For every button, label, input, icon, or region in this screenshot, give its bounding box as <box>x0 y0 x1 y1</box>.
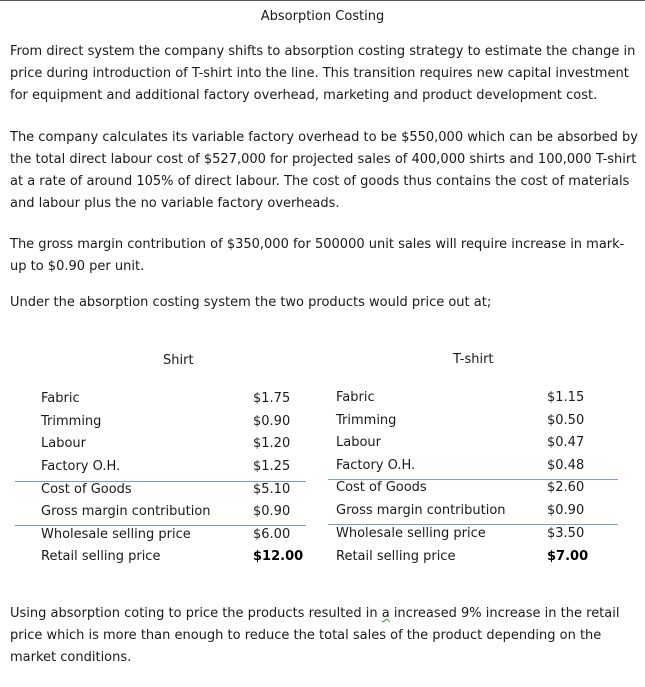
shirt-total-rule <box>15 525 306 526</box>
tshirt-labour-label: Labour <box>336 435 381 450</box>
shirt-trimming-label: Trimming <box>41 414 102 429</box>
shirt-gross-margin-value: $0.90 <box>253 504 291 519</box>
tshirt-wholesale-value: $3.50 <box>547 526 585 541</box>
tshirt-labour-value: $0.47 <box>547 435 585 450</box>
shirt-trimming-value: $0.90 <box>253 414 291 429</box>
conclusion-text-start: Using absorption coting to price the products resulted in <box>10 606 382 621</box>
conclusion-marked-word: a <box>381 606 390 621</box>
tshirt-trimming-label: Trimming <box>336 413 397 428</box>
shirt-cost-table <box>41 391 306 575</box>
paragraph-pricing-lead: Under the absorption costing system the two products would price out at; <box>10 295 492 310</box>
tshirt-total-rule <box>328 524 618 525</box>
shirt-subtotal-rule <box>15 481 306 482</box>
shirt-wholesale-value: $6.00 <box>253 527 291 542</box>
paragraph-intro: From direct system the company shifts to absorption costing strategy to estimate the change in price during introduction of T-shirt into the line. This transition requires new capital investment for equipment and additional factory overhead, marketing and product development cost. <box>10 44 636 103</box>
top-rule <box>0 0 645 1</box>
shirt-gross-margin-label: Gross margin contribution <box>41 504 211 519</box>
shirt-heading: Shirt <box>163 353 194 368</box>
shirt-wholesale-label: Wholesale selling price <box>41 527 191 542</box>
tshirt-fabric-value: $1.15 <box>547 390 585 405</box>
conclusion-text-end: increased 9% increase in the retail price which is more than enough to reduce the total sales of the product depending on the market conditions. <box>10 606 620 665</box>
paragraph-margin: The gross margin contribution of $350,000 for 500000 unit sales will require increase in mark-up to $0.90 per unit. <box>10 237 625 274</box>
tshirt-fabric-label: Fabric <box>336 390 375 405</box>
shirt-factory-oh-label: Factory O.H. <box>41 459 121 474</box>
shirt-labour-label: Labour <box>41 436 86 451</box>
tshirt-gross-margin-label: Gross margin contribution <box>336 503 506 518</box>
tshirt-cost-of-goods-value: $2.60 <box>547 480 585 495</box>
paragraph-overhead: The company calculates its variable factory overhead to be $550,000 which can be absorbed by the total direct labour cost of $527,000 for projected sales of 400,000 shirts and 100,000 T-shirt at a rate of around 105% of direct labour. The cost of goods thus contains the cost of materials and labour plus the no variable factory overheads. <box>10 130 638 211</box>
tshirt-retail-value: $7.00 <box>547 549 589 564</box>
tshirt-heading: T-shirt <box>453 352 494 367</box>
shirt-cost-of-goods-value: $5.10 <box>253 482 291 497</box>
shirt-retail-label: Retail selling price <box>41 549 161 564</box>
tshirt-cost-of-goods-label: Cost of Goods <box>336 480 427 495</box>
shirt-fabric-value: $1.75 <box>253 391 291 406</box>
tshirt-factory-oh-label: Factory O.H. <box>336 458 416 473</box>
tshirt-retail-label: Retail selling price <box>336 549 456 564</box>
tshirt-subtotal-rule <box>328 479 618 480</box>
shirt-retail-value: $12.00 <box>253 549 304 564</box>
shirt-cost-of-goods-label: Cost of Goods <box>41 482 132 497</box>
shirt-fabric-label: Fabric <box>41 391 80 406</box>
tshirt-cost-table <box>336 390 589 574</box>
tshirt-factory-oh-value: $0.48 <box>547 458 585 473</box>
paragraph-conclusion <box>10 603 638 669</box>
shirt-factory-oh-value: $1.25 <box>253 459 291 474</box>
shirt-labour-value: $1.20 <box>253 436 291 451</box>
tshirt-wholesale-label: Wholesale selling price <box>336 526 486 541</box>
document-title: Absorption Costing <box>260 9 385 24</box>
tshirt-trimming-value: $0.50 <box>547 413 585 428</box>
tshirt-gross-margin-value: $0.90 <box>547 503 585 518</box>
